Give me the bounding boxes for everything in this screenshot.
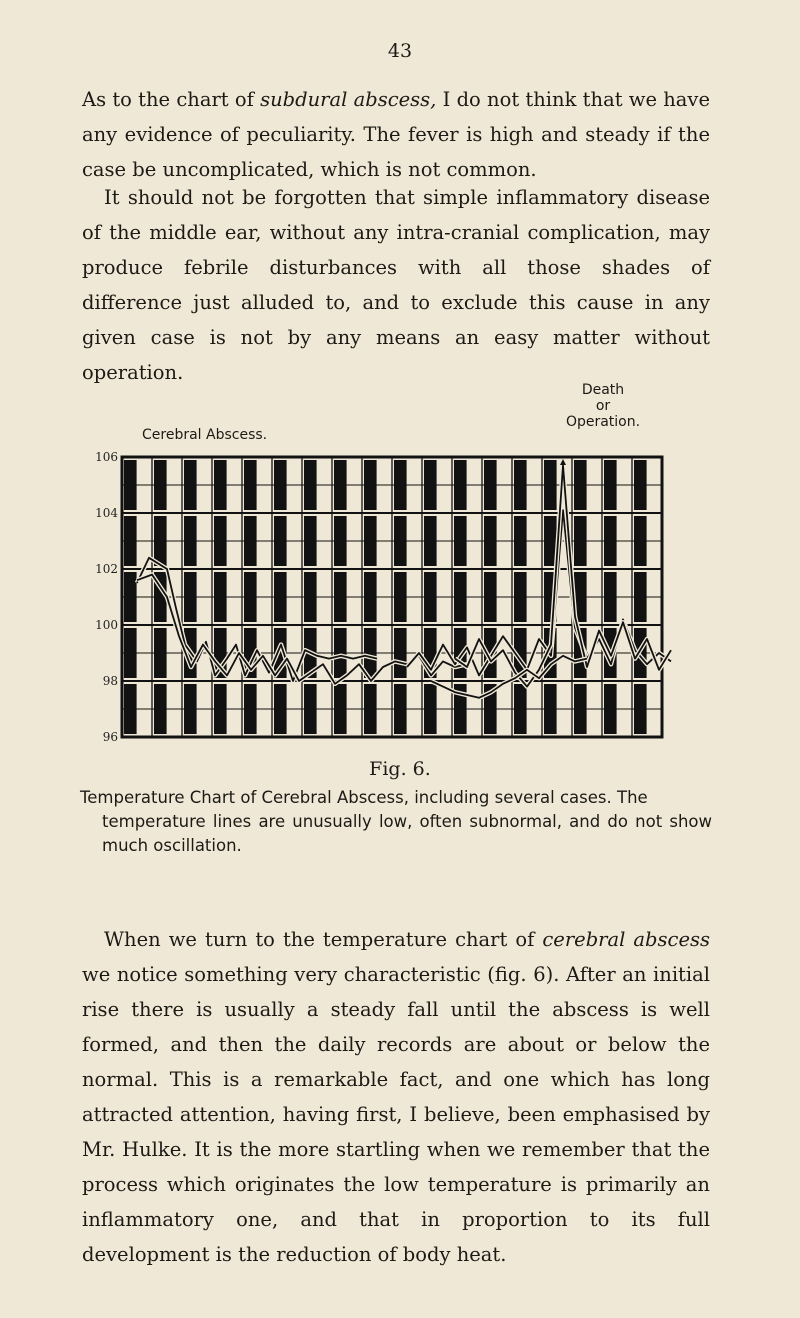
temperature-chart — [80, 445, 680, 745]
y-tick-label: 104 — [95, 506, 118, 520]
caption-rest: temperature lines are unusually low, often subnormal, and do not show much oscillation. — [102, 812, 712, 855]
annotation-line-3: Operation. — [565, 414, 641, 430]
figure-label: Fig. 6. — [369, 758, 431, 780]
figure-caption — [80, 786, 712, 858]
chart-title: Cerebral Abscess. — [142, 427, 268, 443]
para4-text-a: When we turn to the temperature chart of — [104, 928, 543, 951]
para1-italic-term: subdural abscess, — [260, 88, 437, 111]
annotation-line-1: Death — [581, 382, 625, 398]
para4-text-b: we notice something very characteristic (fig. 6). After an initial rise there is usually a steady fall until the abscess is well formed, and then the daily records are about or below the normal. This is a remarkable fact, and one which has long attracted attention, having first, I believe, been emphasised by Mr. Hulke. It is the more startling when we remember that the process which originates the low temperature is primarily an inflammatory one, and that in proportion to its full development is the reduction of body heat. — [82, 963, 710, 1266]
paragraph-subdural — [82, 82, 710, 187]
para4-italic-term: cerebral abscess — [542, 928, 710, 951]
caption-first-line: Temperature Chart of Cerebral Abscess, including several cases. The — [80, 788, 648, 807]
y-tick-label: 96 — [102, 730, 118, 744]
page-number: 43 — [387, 40, 413, 62]
para1-text-b: I do not think that we have any evidence of peculiarity. The fever is high and steady if the case be uncomplicated, which is not common. — [82, 88, 710, 181]
paragraph-cerebral-abscess — [82, 922, 710, 1272]
para1-text-a: As to the chart of — [82, 88, 261, 111]
y-tick-label: 100 — [95, 618, 118, 632]
y-tick-label: 98 — [102, 674, 118, 688]
y-tick-label: 106 — [95, 450, 118, 464]
annotation-line-2: or — [595, 398, 611, 414]
y-tick-label: 102 — [95, 562, 118, 576]
chart-annotation-death-or-operation — [538, 382, 668, 430]
paragraph-middle-ear: It should not be forgotten that simple inflammatory disease of the middle ear, without any intra-cranial complication, may produce febrile disturbances with all those shades of difference just alluded to, and to exclude this cause in any given case is not by any means an easy matter without operation. — [82, 186, 710, 384]
